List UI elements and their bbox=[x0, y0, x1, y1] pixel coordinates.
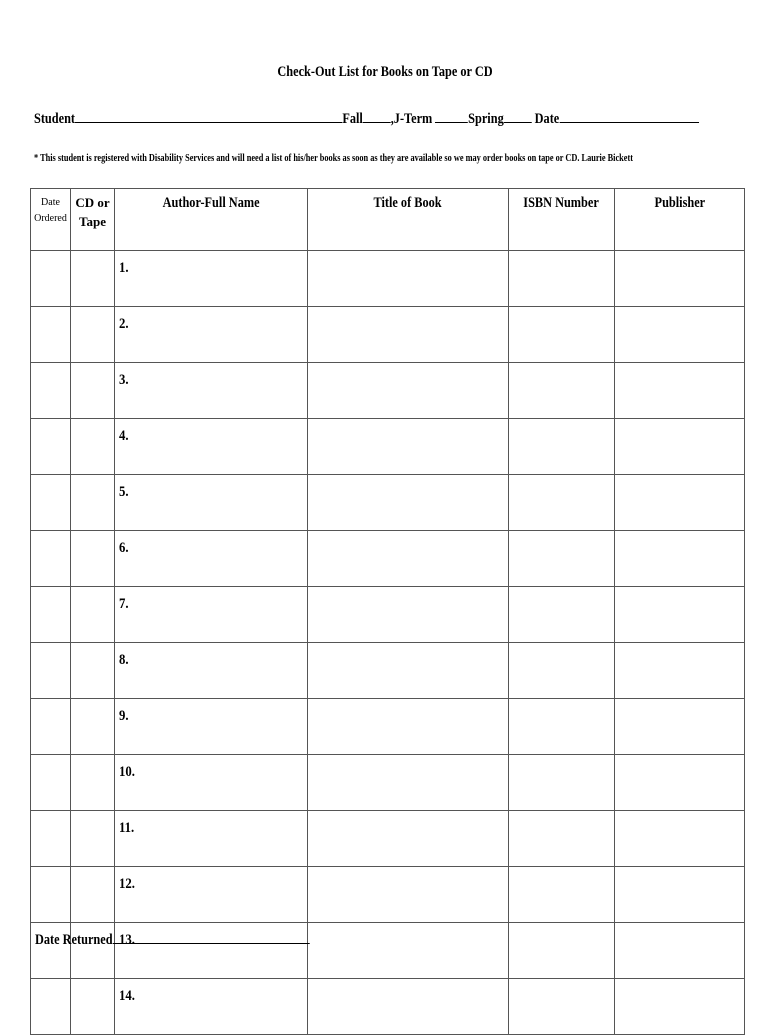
cell-title[interactable] bbox=[308, 419, 509, 475]
cell-date-ordered[interactable] bbox=[31, 699, 71, 755]
table-row bbox=[31, 699, 745, 755]
cell-cd-or-tape[interactable] bbox=[71, 531, 115, 587]
table-row bbox=[31, 531, 745, 587]
cell-cd-or-tape[interactable] bbox=[71, 755, 115, 811]
cell-isbn[interactable] bbox=[509, 811, 615, 867]
cell-isbn[interactable] bbox=[509, 419, 615, 475]
cell-isbn[interactable] bbox=[509, 307, 615, 363]
cell-isbn[interactable] bbox=[509, 475, 615, 531]
cell-author[interactable] bbox=[115, 475, 308, 531]
date-returned bbox=[35, 929, 309, 949]
cell-publisher[interactable] bbox=[615, 923, 745, 979]
cell-cd-or-tape[interactable] bbox=[71, 475, 115, 531]
cell-author[interactable] bbox=[115, 867, 308, 923]
cell-title[interactable] bbox=[308, 531, 509, 587]
cell-isbn[interactable] bbox=[509, 587, 615, 643]
table-row bbox=[31, 587, 745, 643]
cell-isbn[interactable] bbox=[509, 755, 615, 811]
cell-publisher[interactable] bbox=[615, 307, 745, 363]
cell-title[interactable] bbox=[308, 363, 509, 419]
cell-isbn[interactable] bbox=[509, 923, 615, 979]
cell-author[interactable] bbox=[115, 531, 308, 587]
cell-publisher[interactable] bbox=[615, 699, 745, 755]
cell-date-ordered[interactable] bbox=[31, 811, 71, 867]
checkout-table bbox=[30, 188, 745, 1035]
col-date-ordered bbox=[31, 189, 71, 251]
cell-publisher[interactable] bbox=[615, 251, 745, 307]
cell-isbn[interactable] bbox=[509, 699, 615, 755]
cell-author[interactable] bbox=[115, 363, 308, 419]
cell-date-ordered[interactable] bbox=[31, 643, 71, 699]
cell-date-ordered[interactable] bbox=[31, 475, 71, 531]
cell-title[interactable] bbox=[308, 475, 509, 531]
row-number: 7. bbox=[119, 596, 129, 612]
col-title: Title of Book bbox=[308, 189, 509, 251]
table-row bbox=[31, 307, 745, 363]
cell-title[interactable] bbox=[308, 643, 509, 699]
row-number: 6. bbox=[119, 540, 129, 556]
cell-date-ordered[interactable] bbox=[31, 363, 71, 419]
table-row bbox=[31, 811, 745, 867]
col-publisher: Publisher bbox=[615, 189, 745, 251]
row-number: 5. bbox=[119, 484, 129, 500]
cell-title[interactable] bbox=[308, 755, 509, 811]
date-ordered-line1: Date bbox=[41, 197, 60, 208]
row-number: 14. bbox=[119, 988, 135, 1004]
table-row bbox=[31, 755, 745, 811]
date-returned-label: Date Returned bbox=[35, 932, 113, 948]
student-label: Student bbox=[34, 111, 76, 127]
table-row bbox=[31, 643, 745, 699]
cell-publisher[interactable] bbox=[615, 643, 745, 699]
cell-title[interactable] bbox=[308, 811, 509, 867]
cell-isbn[interactable] bbox=[509, 867, 615, 923]
cell-publisher[interactable] bbox=[615, 587, 745, 643]
cell-cd-or-tape[interactable] bbox=[71, 643, 115, 699]
row-number: 11. bbox=[119, 820, 135, 836]
cell-isbn[interactable] bbox=[509, 979, 615, 1035]
cell-cd-or-tape[interactable] bbox=[71, 363, 115, 419]
cell-publisher[interactable] bbox=[615, 979, 745, 1035]
header-fields bbox=[34, 108, 699, 128]
date-returned-field[interactable] bbox=[113, 929, 310, 944]
cell-date-ordered[interactable] bbox=[31, 307, 71, 363]
header-row bbox=[31, 189, 745, 251]
cell-publisher[interactable] bbox=[615, 419, 745, 475]
cell-cd-or-tape[interactable] bbox=[71, 811, 115, 867]
cell-cd-or-tape[interactable] bbox=[71, 699, 115, 755]
cell-cd-or-tape[interactable] bbox=[71, 307, 115, 363]
col-author: Author-Full Name bbox=[115, 189, 308, 251]
row-number: 8. bbox=[119, 652, 129, 668]
cell-author[interactable] bbox=[115, 755, 308, 811]
form-title: Check-Out List for Books on Tape or CD bbox=[277, 64, 493, 80]
cell-date-ordered[interactable] bbox=[31, 587, 71, 643]
cell-publisher[interactable] bbox=[615, 811, 745, 867]
cell-publisher[interactable] bbox=[615, 363, 745, 419]
table-row bbox=[31, 251, 745, 307]
row-number: 2. bbox=[119, 316, 129, 332]
row-number: 1. bbox=[119, 260, 129, 276]
cell-isbn[interactable] bbox=[509, 251, 615, 307]
table-row bbox=[31, 867, 745, 923]
cd-tape-line1: CD or bbox=[75, 195, 110, 210]
cell-date-ordered[interactable] bbox=[31, 979, 71, 1035]
cell-date-ordered[interactable] bbox=[31, 419, 71, 475]
row-number: 4. bbox=[119, 428, 129, 444]
cell-isbn[interactable] bbox=[509, 643, 615, 699]
cell-cd-or-tape[interactable] bbox=[71, 419, 115, 475]
student-field[interactable] bbox=[75, 108, 342, 123]
cell-author[interactable] bbox=[115, 979, 308, 1035]
cell-cd-or-tape[interactable] bbox=[71, 587, 115, 643]
cell-isbn[interactable] bbox=[509, 363, 615, 419]
cell-title[interactable] bbox=[308, 587, 509, 643]
spring-field[interactable] bbox=[504, 108, 532, 123]
table-row bbox=[31, 363, 745, 419]
row-number: 3. bbox=[119, 372, 129, 388]
date-ordered-line2: Ordered bbox=[34, 213, 67, 224]
cell-title[interactable] bbox=[308, 251, 509, 307]
cell-date-ordered[interactable] bbox=[31, 251, 71, 307]
fall-label: Fall bbox=[342, 111, 363, 127]
row-number: 12. bbox=[119, 876, 135, 892]
fall-field[interactable] bbox=[363, 108, 391, 123]
row-number: 13. bbox=[119, 932, 135, 948]
cell-date-ordered[interactable] bbox=[31, 755, 71, 811]
cell-author[interactable] bbox=[115, 419, 308, 475]
jterm-label: ,J-Term bbox=[390, 111, 433, 127]
date-label: Date bbox=[534, 111, 560, 127]
cell-title[interactable] bbox=[308, 923, 509, 979]
cell-title[interactable] bbox=[308, 979, 509, 1035]
cell-publisher[interactable] bbox=[615, 867, 745, 923]
cell-title[interactable] bbox=[308, 307, 509, 363]
cd-tape-line2: Tape bbox=[79, 214, 106, 229]
cell-publisher[interactable] bbox=[615, 531, 745, 587]
cell-author[interactable] bbox=[115, 643, 308, 699]
cell-author[interactable] bbox=[115, 811, 308, 867]
row-number: 9. bbox=[119, 708, 129, 724]
cell-title[interactable] bbox=[308, 867, 509, 923]
table-row bbox=[31, 419, 745, 475]
cell-cd-or-tape[interactable] bbox=[71, 251, 115, 307]
spring-label: Spring bbox=[468, 111, 504, 127]
col-isbn: ISBN Number bbox=[509, 189, 615, 251]
cell-cd-or-tape[interactable] bbox=[71, 867, 115, 923]
jterm-field[interactable] bbox=[435, 108, 468, 123]
cell-isbn[interactable] bbox=[509, 531, 615, 587]
cell-author[interactable] bbox=[115, 251, 308, 307]
table-row bbox=[31, 979, 745, 1035]
cell-author[interactable] bbox=[115, 699, 308, 755]
table-row bbox=[31, 475, 745, 531]
cell-publisher[interactable] bbox=[615, 475, 745, 531]
cell-publisher[interactable] bbox=[615, 755, 745, 811]
date-field[interactable] bbox=[559, 108, 698, 123]
cell-author[interactable] bbox=[115, 587, 308, 643]
row-number: 10. bbox=[119, 764, 135, 780]
col-cd-or-tape bbox=[71, 189, 115, 251]
cell-title[interactable] bbox=[308, 699, 509, 755]
cell-author[interactable] bbox=[115, 307, 308, 363]
disability-note: * This student is registered with Disability Services and will need a list of his/her books as soon as they are available so we may order books on tape or CD. Laurie Bickett bbox=[34, 152, 633, 164]
cell-cd-or-tape[interactable] bbox=[71, 979, 115, 1035]
cell-date-ordered[interactable] bbox=[31, 867, 71, 923]
cell-date-ordered[interactable] bbox=[31, 531, 71, 587]
